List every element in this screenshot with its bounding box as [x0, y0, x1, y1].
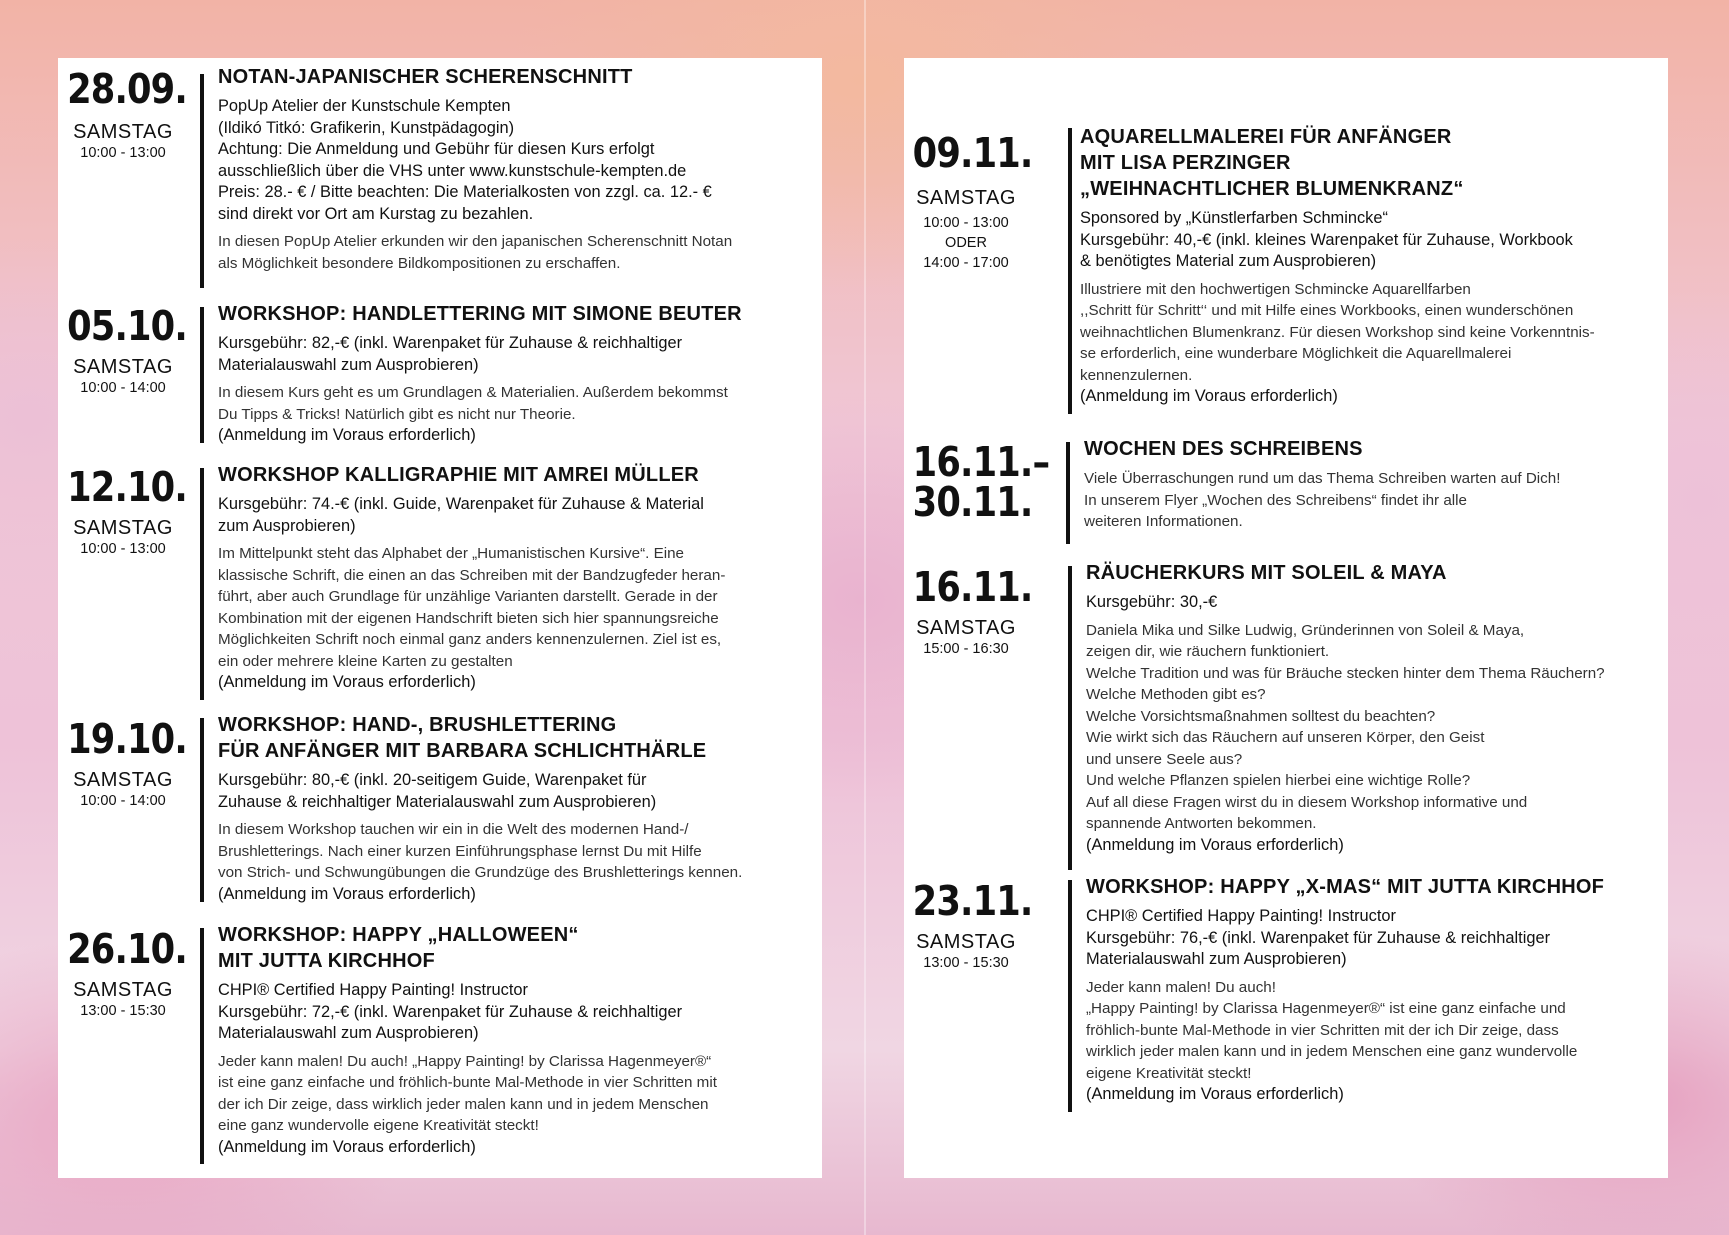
- event-info: CHPI® Certified Happy Painting! Instructor Kursgebühr: 76,-€ (inkl. Warenpaket für Zuhause & reichhaltiger Materialauswahl zum Ausprobieren): [1086, 907, 1551, 968]
- event-registration-note: (Anmeldung im Voraus erforderlich): [218, 673, 476, 691]
- event-title: WORKSHOP KALLIGRAPHIE MIT AMREI MÜLLER: [218, 464, 699, 486]
- event-title: WORKSHOP: HANDLETTERING MIT SIMONE BEUTER: [218, 303, 742, 325]
- event-title: WOCHEN DES SCHREIBENS: [1084, 438, 1363, 460]
- event-time: 13:00 - 15:30: [80, 1003, 166, 1019]
- event-date-range-end: 30.11.: [912, 478, 1033, 526]
- event-divider: [200, 74, 204, 288]
- event-day: SAMSTAG: [916, 617, 1016, 639]
- event-description: Im Mittelpunkt steht das Alphabet der „Humanistischen Kursive“. Eine klassische Schrift, die einen an das Schreiben mit der Bandzugfeder heran- führt, aber auch Grundlage für unzählige Varianten darstellt. Gerade in der Kombination mit der eigenen Handschrift bieten sich hier spannungsreiche Möglichkeiten Schrift noch einmal ganz anders kennenzulernen. Ziel ist es, ein oder mehrere kleine Karten zu gestalten: [218, 545, 726, 670]
- event-title: WORKSHOP: HAND-, BRUSHLETTERING FÜR ANFÄNGER MIT BARBARA SCHLICHTHÄRLE: [218, 714, 707, 762]
- event-description: Jeder kann malen! Du auch! „Happy Painting! by Clarissa Hagenmeyer®“ ist eine ganz einfache und fröhlich-bunte Mal-Methode in vier Schritten mit der ich Dir zeige, dass wirklich jeder malen kann und in jedem Menschen eine ganz wundervolle eigene Kreativität steckt!: [1086, 978, 1578, 1082]
- event-divider: [1068, 128, 1072, 414]
- page-fold: [864, 0, 866, 1235]
- event-divider: [200, 928, 204, 1164]
- event-divider: [1068, 880, 1072, 1112]
- event-title: NOTAN-JAPANISCHER SCHERENSCHNITT: [218, 66, 633, 88]
- event-time: 13:00 - 15:30: [923, 955, 1009, 971]
- event-day: SAMSTAG: [916, 187, 1016, 209]
- event-info: Sponsored by „Künstlerfarben Schmincke“ Kursgebühr: 40,-€ (inkl. kleines Warenpaket für Zuhause, Workbook & benötigtes Material zum Ausprobieren): [1080, 209, 1573, 270]
- event-date-range-start: 16.11.–: [912, 438, 1050, 486]
- event-info: Kursgebühr: 74.-€ (inkl. Guide, Warenpaket für Zuhause & Material zum Ausprobieren): [218, 495, 704, 535]
- event-title: WORKSHOP: HAPPY „X-MAS“ MIT JUTTA KIRCHHOF: [1086, 876, 1605, 898]
- event-day: SAMSTAG: [73, 979, 173, 1001]
- event-time: 10:00 - 13:00: [80, 145, 166, 161]
- event-description: Daniela Mika und Silke Ludwig, Gründerinnen von Soleil & Maya, zeigen dir, wie räuchern funktioniert. Welche Tradition und was für Bräuche stecken hinter dem Thema Räuchern? Welche Methoden gibt es? Welche Vorsichtsmaßnahmen solltest du beachten? Wie wirkt sich das Räuchern auf unseren Körper, den Geist und unsere Seele aus? Und welche Pflanzen spielen hierbei eine wichtige Rolle? Auf all diese Fragen wirst du in diesem Workshop informative und spannende Antworten bekommen.: [1086, 621, 1605, 832]
- event-description: In diesem Kurs geht es um Grundlagen & Materialien. Außerdem bekommst Du Tipps & Tricks! Natürlich gibt es nicht nur Theorie.: [218, 384, 728, 423]
- event-description: Jeder kann malen! Du auch! „Happy Painting! by Clarissa Hagenmeyer®“ ist eine ganz einfache und fröhlich-bunte Mal-Methode in vier Schritten mit der ich Dir zeige, dass wirklich jeder malen kann und in jedem Menschen eine ganz wundervolle eigene Kreativität steckt!: [218, 1052, 717, 1134]
- event-divider: [200, 307, 204, 443]
- event-info: Kursgebühr: 80,-€ (inkl. 20-seitigem Guide, Warenpaket für Zuhause & reichhaltiger Materialauswahl zum Ausprobieren): [218, 771, 657, 811]
- event-time-alt: 14:00 - 17:00: [923, 255, 1009, 271]
- event-registration-note: (Anmeldung im Voraus erforderlich): [1086, 835, 1344, 854]
- event-date: 26.10.: [67, 925, 187, 973]
- event-date: 12.10.: [67, 463, 187, 511]
- event-info: PopUp Atelier der Kunstschule Kempten (Ildikó Titkó: Grafikerin, Kunstpädagogin) Achtung: Die Anmeldung und Gebühr für diesen Kurs erfolgt ausschließlich über die VHS unter www.kunstschule-kempten.de Preis: 28.- € / Bitte beachten: Die Materialkosten von zzgl. ca. 12.- € sind direkt vor Ort am Kurstag zu bezahlen.: [218, 97, 712, 223]
- event-description: In diesen PopUp Atelier erkunden wir den japanischen Scherenschnitt Notan als Möglichkeit besondere Bildkompositionen zu erschaffen.: [218, 233, 733, 272]
- event-info: Kursgebühr: 30,-€: [1086, 593, 1218, 611]
- event-time: 10:00 - 13:00: [80, 541, 166, 557]
- event-divider: [200, 718, 204, 902]
- event-registration-note: (Anmeldung im Voraus erforderlich): [218, 1137, 476, 1156]
- event-description: In diesem Workshop tauchen wir ein in die Welt des modernen Hand-/ Brushletterings. Nach einer kurzen Einführungsphase lernst Du mit Hilfe von Strich- und Schwungübungen die Grundzüge des Brushletterings kennen.: [218, 821, 743, 881]
- event-date: 16.11.: [912, 563, 1033, 611]
- event-time: 10:00 - 14:00: [80, 380, 166, 396]
- event-date: 05.10.: [67, 302, 187, 350]
- event-description: Viele Überraschungen rund um das Thema Schreiben warten auf Dich! In unserem Flyer „Wochen des Schreibens“ findet ihr alle weiteren Informationen.: [1084, 470, 1561, 530]
- event-info: Kursgebühr: 82,-€ (inkl. Warenpaket für Zuhause & reichhaltiger Materialauswahl zum Ausprobieren): [218, 334, 683, 374]
- event-title: RÄUCHERKURS MIT SOLEIL & MAYA: [1086, 562, 1447, 584]
- event-registration-note: (Anmeldung im Voraus erforderlich): [218, 884, 476, 903]
- event-title: AQUARELLMALEREI FÜR ANFÄNGER MIT LISA PERZINGER „WEIHNACHTLICHER BLUMENKRANZ“: [1080, 126, 1464, 200]
- event-day: SAMSTAG: [73, 121, 173, 143]
- event-divider: [200, 468, 204, 700]
- event-day: SAMSTAG: [73, 769, 173, 791]
- event-registration-note: (Anmeldung im Voraus erforderlich): [1086, 1085, 1344, 1103]
- event-date: 09.11.: [912, 129, 1033, 177]
- event-time-or: ODER: [945, 235, 987, 251]
- event-registration-note: (Anmeldung im Voraus erforderlich): [218, 426, 476, 444]
- event-day: SAMSTAG: [73, 517, 173, 539]
- event-divider: [1066, 442, 1070, 544]
- event-info: CHPI® Certified Happy Painting! Instructor Kursgebühr: 72,-€ (inkl. Warenpaket für Zuhause & reichhaltiger Materialauswahl zum Ausprobieren): [218, 981, 683, 1042]
- event-time: 10:00 - 13:00: [923, 215, 1009, 231]
- event-date: 28.09.: [67, 65, 187, 113]
- event-date: 23.11.: [912, 877, 1033, 925]
- right-page-panel: [904, 58, 1668, 1178]
- event-title: WORKSHOP: HAPPY „HALLOWEEN“ MIT JUTTA KIRCHHOF: [218, 924, 579, 972]
- left-page-panel: [58, 58, 822, 1178]
- event-description: Illustriere mit den hochwertigen Schmincke Aquarellfarben ,,Schritt für Schritt‘‘ und mit Hilfe eines Workbooks, einen wunderschönen weihnachtlichen Blumenkranz. Für diesen Workshop sind keine Vorkenntnis- se erforderlich, eine wunderbare Möglichkeit die Aquarellmalerei kennenzulernen.: [1080, 280, 1595, 384]
- event-divider: [1068, 566, 1072, 870]
- event-day: SAMSTAG: [916, 931, 1016, 953]
- event-date: 19.10.: [67, 715, 187, 763]
- event-day: SAMSTAG: [73, 356, 173, 378]
- event-time: 15:00 - 16:30: [923, 641, 1009, 657]
- event-time: 10:00 - 14:00: [80, 793, 166, 809]
- event-registration-note: (Anmeldung im Voraus erforderlich): [1080, 387, 1338, 405]
